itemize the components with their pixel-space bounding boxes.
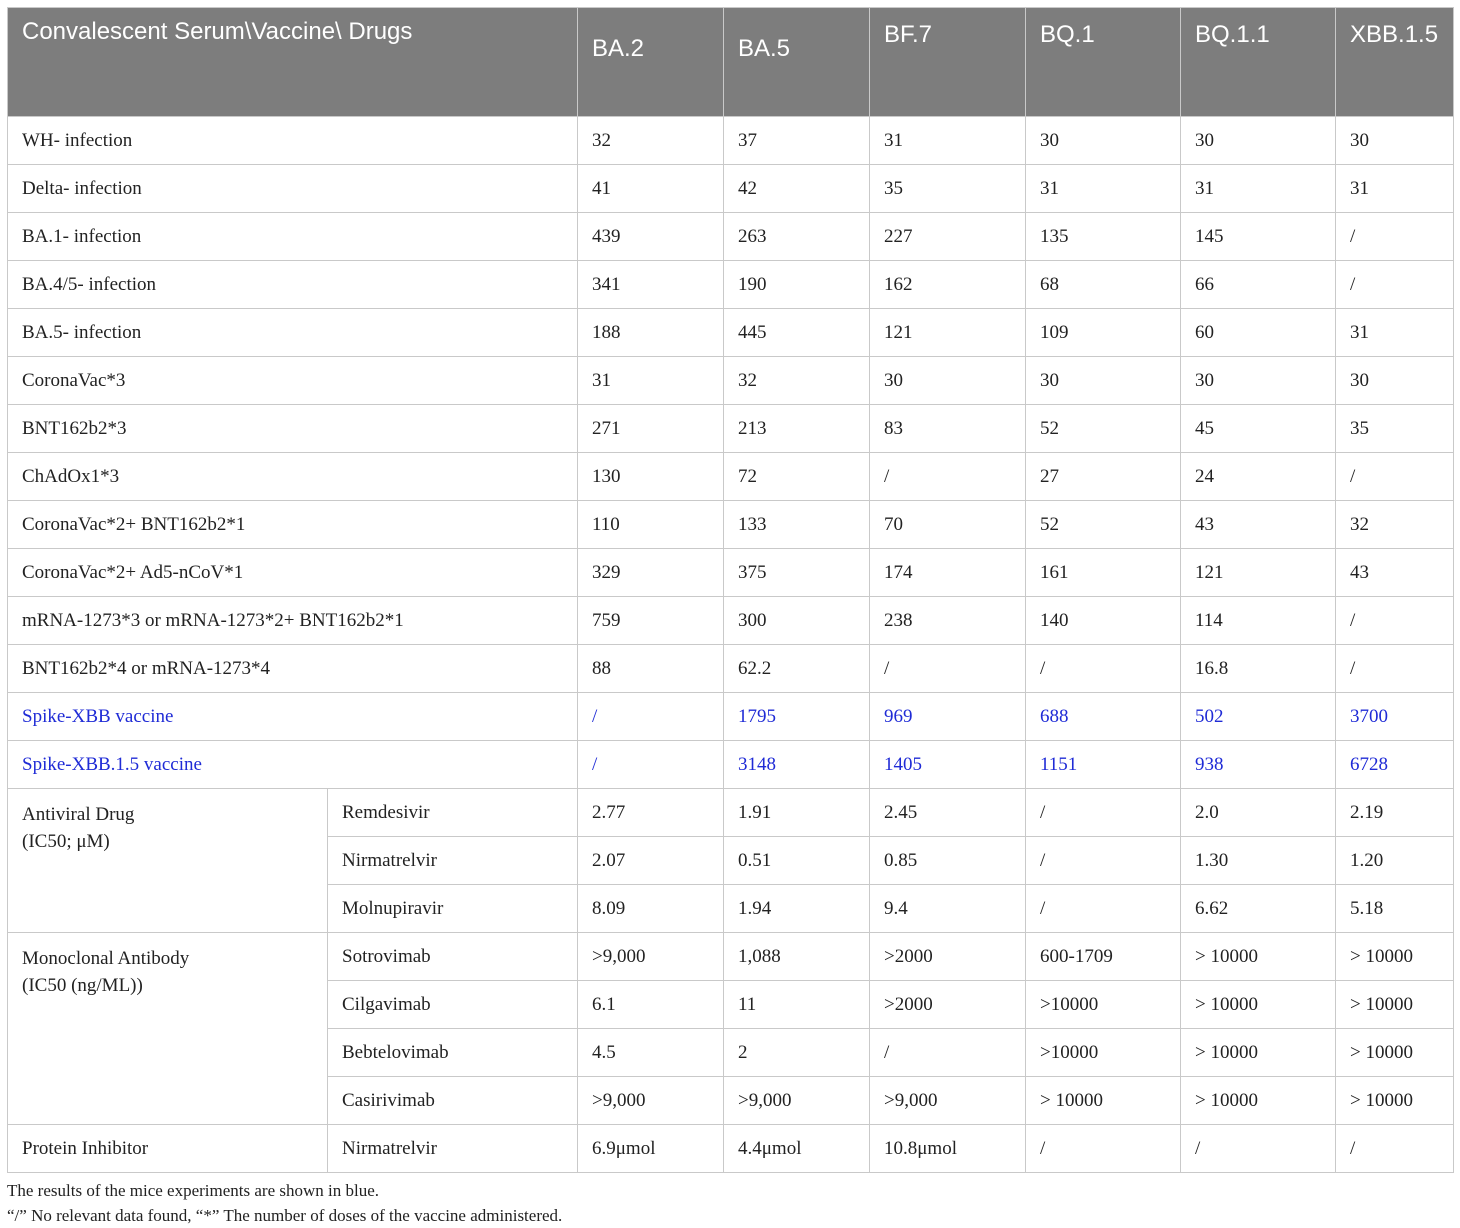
table-cell: 30 bbox=[1336, 357, 1454, 405]
table-cell: >9,000 bbox=[578, 933, 724, 981]
table-cell: 300 bbox=[724, 597, 870, 645]
row-label: Delta- infection bbox=[8, 165, 578, 213]
table-row bbox=[8, 261, 1454, 309]
table-cell: 45 bbox=[1181, 405, 1336, 453]
table-cell: 190 bbox=[724, 261, 870, 309]
table-cell: 969 bbox=[870, 693, 1026, 741]
row-label: Sotrovimab bbox=[328, 933, 578, 981]
table-cell: 27 bbox=[1026, 453, 1181, 501]
header-col-xbb15: XBB.1.5 bbox=[1336, 8, 1454, 117]
table-cell: / bbox=[1336, 261, 1454, 309]
table-cell: > 10000 bbox=[1336, 1029, 1454, 1077]
table-cell: 238 bbox=[870, 597, 1026, 645]
table-cell: 1151 bbox=[1026, 741, 1181, 789]
table-cell: 4.5 bbox=[578, 1029, 724, 1077]
table-row-mice bbox=[8, 741, 1454, 789]
table-cell: 32 bbox=[1336, 501, 1454, 549]
table-cell: >10000 bbox=[1026, 1029, 1181, 1077]
row-label: Nirmatrelvir bbox=[328, 837, 578, 885]
table-cell: 31 bbox=[1026, 165, 1181, 213]
group-label-antiviral bbox=[8, 789, 328, 933]
group-label-unit: (IC50; μM) bbox=[22, 831, 110, 852]
table-cell: 6.62 bbox=[1181, 885, 1336, 933]
table-cell: > 10000 bbox=[1336, 933, 1454, 981]
header-col-bq1: BQ.1 bbox=[1026, 8, 1181, 117]
table-cell: 2.07 bbox=[578, 837, 724, 885]
table-row bbox=[8, 549, 1454, 597]
table-cell: 6728 bbox=[1336, 741, 1454, 789]
footnote-mice: The results of the mice experiments are shown in blue. bbox=[7, 1181, 379, 1200]
table-cell: 35 bbox=[870, 165, 1026, 213]
table-cell: 1.94 bbox=[724, 885, 870, 933]
table-cell: 109 bbox=[1026, 309, 1181, 357]
group-label-line: Monoclonal Antibody bbox=[22, 948, 190, 969]
table-cell: 2.0 bbox=[1181, 789, 1336, 837]
table-cell: 68 bbox=[1026, 261, 1181, 309]
row-label: Cilgavimab bbox=[328, 981, 578, 1029]
table-cell: 759 bbox=[578, 597, 724, 645]
table-cell: / bbox=[578, 693, 724, 741]
table-cell: 1.30 bbox=[1181, 837, 1336, 885]
table-cell: 2 bbox=[724, 1029, 870, 1077]
table-cell: 88 bbox=[578, 645, 724, 693]
table-cell: > 10000 bbox=[1336, 1077, 1454, 1125]
table-cell: / bbox=[1336, 597, 1454, 645]
table-row bbox=[8, 357, 1454, 405]
table-cell: 24 bbox=[1181, 453, 1336, 501]
table-cell: 130 bbox=[578, 453, 724, 501]
table-cell: 1.91 bbox=[724, 789, 870, 837]
table-cell: 502 bbox=[1181, 693, 1336, 741]
table-cell: / bbox=[1181, 1125, 1336, 1173]
table-cell: 0.85 bbox=[870, 837, 1026, 885]
table-cell: 2.77 bbox=[578, 789, 724, 837]
row-label: ChAdOx1*3 bbox=[8, 453, 578, 501]
table-cell: 41 bbox=[578, 165, 724, 213]
table-cell: 66 bbox=[1181, 261, 1336, 309]
table-row bbox=[8, 645, 1454, 693]
table-cell: 2.19 bbox=[1336, 789, 1454, 837]
table-cell: > 10000 bbox=[1181, 933, 1336, 981]
table-cell: 445 bbox=[724, 309, 870, 357]
table-cell: / bbox=[1026, 789, 1181, 837]
table-container bbox=[7, 7, 1453, 1228]
row-label: CoronaVac*2+ Ad5-nCoV*1 bbox=[8, 549, 578, 597]
table-cell: > 10000 bbox=[1026, 1077, 1181, 1125]
table-cell: 3700 bbox=[1336, 693, 1454, 741]
table-cell: 688 bbox=[1026, 693, 1181, 741]
table-cell: / bbox=[1336, 453, 1454, 501]
table-cell: 31 bbox=[1336, 309, 1454, 357]
table-cell: 30 bbox=[1181, 117, 1336, 165]
table-cell: 600-1709 bbox=[1026, 933, 1181, 981]
table-row bbox=[8, 597, 1454, 645]
table-cell: 70 bbox=[870, 501, 1026, 549]
table-cell: 30 bbox=[870, 357, 1026, 405]
table-cell: 31 bbox=[1181, 165, 1336, 213]
table-cell: > 10000 bbox=[1181, 981, 1336, 1029]
footnote-symbols: “/” No relevant data found, “*” The number of doses of the vaccine administered. bbox=[7, 1206, 563, 1225]
table-cell: 30 bbox=[1336, 117, 1454, 165]
table-cell: 145 bbox=[1181, 213, 1336, 261]
group-label-line: Antiviral Drug bbox=[22, 804, 135, 825]
row-label: CoronaVac*2+ BNT162b2*1 bbox=[8, 501, 578, 549]
table-cell: 30 bbox=[1026, 117, 1181, 165]
table-cell: 31 bbox=[1336, 165, 1454, 213]
table-cell: >2000 bbox=[870, 933, 1026, 981]
table-cell: 32 bbox=[724, 357, 870, 405]
table-cell: 439 bbox=[578, 213, 724, 261]
table-cell: 31 bbox=[870, 117, 1026, 165]
table-cell: >10000 bbox=[1026, 981, 1181, 1029]
table-cell: 140 bbox=[1026, 597, 1181, 645]
table-cell: > 10000 bbox=[1336, 981, 1454, 1029]
table-cell: 213 bbox=[724, 405, 870, 453]
table-cell: 2.45 bbox=[870, 789, 1026, 837]
table-cell: 1795 bbox=[724, 693, 870, 741]
table-row bbox=[8, 789, 1454, 837]
table-cell: / bbox=[870, 1029, 1026, 1077]
table-cell: 1405 bbox=[870, 741, 1026, 789]
table-cell: 271 bbox=[578, 405, 724, 453]
table-row bbox=[8, 453, 1454, 501]
table-cell: 4.4μmol bbox=[724, 1125, 870, 1173]
table-cell: >9,000 bbox=[724, 1077, 870, 1125]
table-cell: 375 bbox=[724, 549, 870, 597]
table-row bbox=[8, 213, 1454, 261]
results-table bbox=[7, 7, 1454, 1173]
table-cell: 6.9μmol bbox=[578, 1125, 724, 1173]
table-cell: / bbox=[1336, 1125, 1454, 1173]
table-cell: >9,000 bbox=[870, 1077, 1026, 1125]
table-cell: 110 bbox=[578, 501, 724, 549]
table-cell: 83 bbox=[870, 405, 1026, 453]
table-row-mice bbox=[8, 693, 1454, 741]
header-col-ba2: BA.2 bbox=[578, 8, 724, 117]
row-label: Nirmatrelvir bbox=[328, 1125, 578, 1173]
table-cell: 329 bbox=[578, 549, 724, 597]
row-label: Bebtelovimab bbox=[328, 1029, 578, 1077]
table-cell: >2000 bbox=[870, 981, 1026, 1029]
header-row bbox=[8, 8, 1454, 117]
group-label-monoclonal bbox=[8, 933, 328, 1125]
row-label: BNT162b2*3 bbox=[8, 405, 578, 453]
table-cell: 121 bbox=[1181, 549, 1336, 597]
table-cell: 188 bbox=[578, 309, 724, 357]
row-label: Spike-XBB.1.5 vaccine bbox=[8, 741, 578, 789]
row-label: BA.1- infection bbox=[8, 213, 578, 261]
table-cell: 60 bbox=[1181, 309, 1336, 357]
group-label-unit: (IC50 (ng/ML)) bbox=[22, 975, 143, 996]
table-footnotes bbox=[7, 1178, 1453, 1228]
table-cell: / bbox=[1026, 645, 1181, 693]
table-cell: / bbox=[1026, 1125, 1181, 1173]
header-col-ba5: BA.5 bbox=[724, 8, 870, 117]
table-cell: 43 bbox=[1336, 549, 1454, 597]
table-cell: / bbox=[1336, 213, 1454, 261]
table-cell: 3148 bbox=[724, 741, 870, 789]
table-cell: 6.1 bbox=[578, 981, 724, 1029]
table-row bbox=[8, 405, 1454, 453]
table-cell: 52 bbox=[1026, 501, 1181, 549]
table-cell: 35 bbox=[1336, 405, 1454, 453]
table-cell: > 10000 bbox=[1181, 1029, 1336, 1077]
table-row bbox=[8, 1125, 1454, 1173]
table-cell: 30 bbox=[1181, 357, 1336, 405]
table-cell: / bbox=[1026, 837, 1181, 885]
row-label: Casirivimab bbox=[328, 1077, 578, 1125]
table-cell: 121 bbox=[870, 309, 1026, 357]
table-cell: 16.8 bbox=[1181, 645, 1336, 693]
table-cell: 938 bbox=[1181, 741, 1336, 789]
row-label: Remdesivir bbox=[328, 789, 578, 837]
table-cell: 72 bbox=[724, 453, 870, 501]
header-col-bf7: BF.7 bbox=[870, 8, 1026, 117]
table-cell: 37 bbox=[724, 117, 870, 165]
table-cell: 1,088 bbox=[724, 933, 870, 981]
row-label: CoronaVac*3 bbox=[8, 357, 578, 405]
header-first-cell: Convalescent Serum\Vaccine\ Drugs bbox=[8, 8, 578, 117]
table-cell: 0.51 bbox=[724, 837, 870, 885]
row-label: Molnupiravir bbox=[328, 885, 578, 933]
table-cell: 31 bbox=[578, 357, 724, 405]
table-cell: 5.18 bbox=[1336, 885, 1454, 933]
row-label: mRNA-1273*3 or mRNA-1273*2+ BNT162b2*1 bbox=[8, 597, 578, 645]
table-cell: 133 bbox=[724, 501, 870, 549]
table-cell: / bbox=[870, 453, 1026, 501]
table-cell: 10.8μmol bbox=[870, 1125, 1026, 1173]
row-label: Spike-XBB vaccine bbox=[8, 693, 578, 741]
table-cell: 227 bbox=[870, 213, 1026, 261]
table-cell: > 10000 bbox=[1181, 1077, 1336, 1125]
row-label: BA.5- infection bbox=[8, 309, 578, 357]
table-cell: / bbox=[578, 741, 724, 789]
table-cell: 174 bbox=[870, 549, 1026, 597]
table-cell: 52 bbox=[1026, 405, 1181, 453]
table-row bbox=[8, 117, 1454, 165]
row-label: BA.4/5- infection bbox=[8, 261, 578, 309]
table-cell: 263 bbox=[724, 213, 870, 261]
table-cell: 8.09 bbox=[578, 885, 724, 933]
table-cell: 341 bbox=[578, 261, 724, 309]
table-cell: 161 bbox=[1026, 549, 1181, 597]
table-cell: >9,000 bbox=[578, 1077, 724, 1125]
table-cell: / bbox=[870, 645, 1026, 693]
table-row bbox=[8, 309, 1454, 357]
row-label: BNT162b2*4 or mRNA-1273*4 bbox=[8, 645, 578, 693]
table-cell: 62.2 bbox=[724, 645, 870, 693]
table-cell: 11 bbox=[724, 981, 870, 1029]
table-cell: 42 bbox=[724, 165, 870, 213]
table-cell: 32 bbox=[578, 117, 724, 165]
table-cell: 43 bbox=[1181, 501, 1336, 549]
table-cell: / bbox=[1026, 885, 1181, 933]
table-cell: 1.20 bbox=[1336, 837, 1454, 885]
table-cell: 135 bbox=[1026, 213, 1181, 261]
table-cell: 162 bbox=[870, 261, 1026, 309]
header-col-bq11: BQ.1.1 bbox=[1181, 8, 1336, 117]
table-cell: 114 bbox=[1181, 597, 1336, 645]
table-cell: 30 bbox=[1026, 357, 1181, 405]
row-label: WH- infection bbox=[8, 117, 578, 165]
group-label-protein-inhibitor: Protein Inhibitor bbox=[8, 1125, 328, 1173]
table-cell: / bbox=[1336, 645, 1454, 693]
table-row bbox=[8, 501, 1454, 549]
table-cell: 9.4 bbox=[870, 885, 1026, 933]
table-row bbox=[8, 165, 1454, 213]
table-row bbox=[8, 933, 1454, 981]
